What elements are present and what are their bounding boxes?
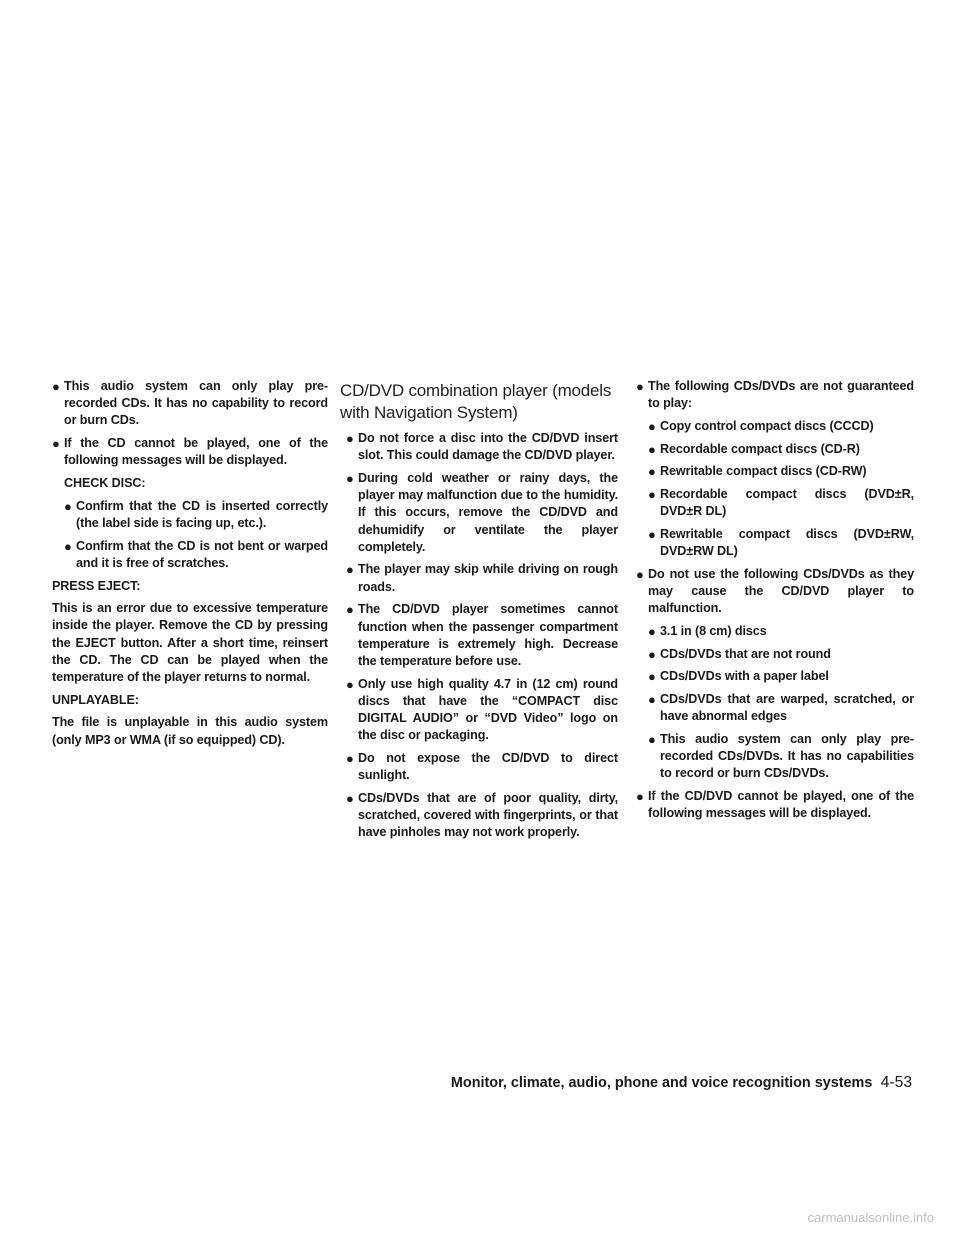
bullet-icon: ● <box>648 623 656 639</box>
list-item <box>648 463 914 480</box>
check-disc-label: CHECK DISC: <box>64 476 146 491</box>
list-item-text: Recordable compact discs (DVD±R, DVD±R DL) <box>660 487 914 519</box>
bullet-icon: ● <box>648 526 656 542</box>
list-item <box>648 418 914 435</box>
list-item <box>648 691 914 725</box>
list-item-text: CDs/DVDs that are of poor quality, dirty, scratched, covered with fingerprints, or that have pinholes may not work properly. <box>358 790 618 840</box>
list-item <box>52 378 328 430</box>
list-item <box>346 561 618 595</box>
list-item-text: The player may skip while driving on rough roads. <box>358 562 618 594</box>
list-item-text: CDs/DVDs that are not round <box>660 646 831 661</box>
bullet-icon: ● <box>648 464 656 480</box>
list-item-text: 3.1 in (8 cm) discs <box>660 623 767 638</box>
bullet-icon: ● <box>648 646 656 662</box>
list-item-text: The following CDs/DVDs are not guaranteed to play: <box>648 379 914 411</box>
bullet-icon: ● <box>346 562 354 578</box>
list-item <box>648 623 914 640</box>
bullet-icon: ● <box>636 566 644 582</box>
list-item-text: Rewritable compact discs (DVD±RW, DVD±RW DL) <box>660 526 914 559</box>
bullet-icon: ● <box>648 441 656 457</box>
list-item-text: Do not force a disc into the CD/DVD insert slot. This could damage the CD/DVD player. <box>358 431 618 463</box>
list-item <box>636 378 914 412</box>
list-item-text: Recordable compact discs (CD-R) <box>660 441 860 456</box>
list-item <box>64 498 328 532</box>
column-right <box>636 378 914 828</box>
list-item-text: The CD/DVD player sometimes cannot function when the passenger compartment temperature is extremely high. Decrease the temperature before use. <box>358 602 618 668</box>
section-heading: CD/DVD combination player (models with Navigation System) <box>340 381 612 422</box>
list-item <box>648 441 914 458</box>
section-title: Monitor, climate, audio, phone and voice recognition systems <box>450 1075 873 1091</box>
bullet-icon: ● <box>648 487 656 503</box>
bullet-icon: ● <box>346 790 354 806</box>
list-item <box>648 526 914 560</box>
list-item-text: During cold weather or rainy days, the player may malfunction due to the humidity. If this occurs, remove the CD/DVD and dehumidify or ventilate the player completely. <box>358 470 618 554</box>
list-item-text: Confirm that the CD is inserted correctly (the label side is facing up, etc.). <box>76 498 328 530</box>
list-item-text: This audio system can only play pre-recorded CDs. It has no capability to record or burn CDs. <box>64 379 328 428</box>
list-item-text: Confirm that the CD is not bent or warped and it is free of scratches. <box>76 538 328 570</box>
column-middle <box>340 378 618 847</box>
list-item-text: If the CD cannot be played, one of the following messages will be displayed. <box>64 436 328 468</box>
press-eject-label: PRESS EJECT: <box>52 578 141 593</box>
bullet-icon: ● <box>648 731 656 747</box>
page-number: 4-53 <box>880 1074 912 1091</box>
bullet-icon: ● <box>636 789 644 805</box>
unplayable-text: The file is unplayable in this audio system (only MP3 or WMA (if so equipped) CD). <box>52 715 328 747</box>
press-eject-text: This is an error due to excessive temperature inside the player. Remove the CD by pressing the EJECT button. After a short time, reinsert the CD. The CD can be played when the temperature of the player returns to normal. <box>52 601 328 685</box>
bullet-icon: ● <box>64 498 72 514</box>
list-item <box>648 486 914 520</box>
list-item-text: If the CD/DVD cannot be played, one of the following messages will be displayed. <box>648 789 914 821</box>
column-left <box>52 378 328 754</box>
watermark: carmanualsonline.info <box>807 1210 934 1225</box>
list-item-text: CDs/DVDs with a paper label <box>660 669 829 684</box>
bullet-icon: ● <box>636 379 644 394</box>
bullet-icon: ● <box>648 669 656 685</box>
list-item-text: Rewritable compact discs (CD-RW) <box>660 464 867 479</box>
bullet-icon: ● <box>346 750 354 766</box>
unplayable-label: UNPLAYABLE: <box>52 692 139 707</box>
list-item-text: Do not expose the CD/DVD to direct sunlight. <box>358 750 618 783</box>
list-item <box>52 435 328 469</box>
list-item <box>648 646 914 663</box>
list-item <box>636 788 914 822</box>
list-item <box>346 676 618 745</box>
list-item <box>346 470 618 556</box>
bullet-icon: ● <box>64 538 72 554</box>
bullet-icon: ● <box>346 470 354 486</box>
list-item <box>346 790 618 842</box>
bullet-icon: ● <box>648 692 656 708</box>
list-item <box>346 750 618 784</box>
bullet-icon: ● <box>52 436 60 452</box>
list-item <box>346 430 618 464</box>
list-item-text: CDs/DVDs that are warped, scratched, or have abnormal edges <box>660 692 914 724</box>
bullet-icon: ● <box>346 431 354 446</box>
list-item <box>64 538 328 572</box>
page-footer <box>451 1074 912 1092</box>
list-item-text: Only use high quality 4.7 in (12 cm) round discs that have the “COMPACT disc DIGITAL AUDIO” or “DVD Video” logo on the disc or packaging. <box>358 676 618 743</box>
bullet-icon: ● <box>52 379 60 394</box>
list-item <box>636 566 914 618</box>
bullet-icon: ● <box>346 676 354 692</box>
list-item-text: Do not use the following CDs/DVDs as they may cause the CD/DVD player to malfunction. <box>648 566 914 616</box>
bullet-icon: ● <box>648 418 656 434</box>
bullet-icon: ● <box>346 602 354 618</box>
list-item <box>346 601 618 670</box>
list-item <box>648 731 914 783</box>
list-item-text: Copy control compact discs (CCCD) <box>660 418 874 433</box>
list-item <box>648 668 914 685</box>
list-item-text: This audio system can only play pre-recorded CDs/DVDs. It has no capabilities to record or burn CDs/DVDs. <box>660 731 914 781</box>
